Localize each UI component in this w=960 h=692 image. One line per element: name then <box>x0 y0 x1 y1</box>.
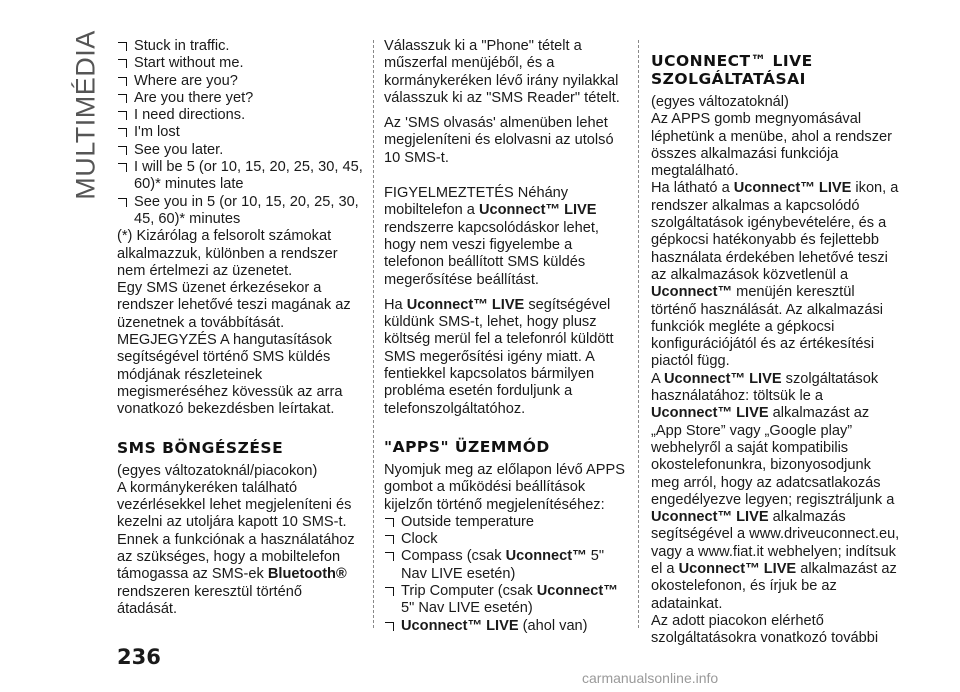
list-item: Compass (csak Uconnect™ 5" Nav LIVE esetén) <box>384 548 632 583</box>
bullet-icon <box>118 94 127 103</box>
heading-sms-browser: SMS BÖNGÉSZÉSE <box>117 438 284 457</box>
column-divider <box>373 40 375 628</box>
bullet-icon <box>385 518 394 527</box>
list-item: I need directions. <box>117 107 365 124</box>
list-item: See you later. <box>117 142 365 159</box>
bullet-icon <box>118 128 127 137</box>
subheading: (egyes változatoknál/piacokon) <box>117 462 318 479</box>
list-item: Outside temperature <box>384 514 632 531</box>
bullet-icon <box>118 163 127 172</box>
paragraph: A Uconnect™ LIVE szolgáltatások használatához: töltsük le a Uconnect™ LIVE alkalmazást az „App Store” vagy „Google play” webhelyről a saját kompatibilis okostelefonunkra, bizonyosodjunk meg arról, hogy az adatcsatlakozás engedélyezve legyen; regisztráljunk a Uconnect™ LIVE alkalmazás segítségével a www.driveuconnect.eu, vagy a www.fiat.it webhelyen; indítsuk el a Uconnect™ LIVE alkalmazást az okostelefonon, és írjuk be az adatainkat. <box>651 370 900 612</box>
paragraph: Az APPS gomb megnyomásával léphetünk a menübe, ahol a rendszer összes alkalmazási funkciója megtalálható. <box>651 111 892 180</box>
paragraph: A kormánykeréken található vezérlésekkel lehet megjeleníteni és kezelni az utoljára kapott 10 SMS-t. <box>117 479 352 531</box>
list-item: Start without me. <box>117 55 365 72</box>
column-divider <box>638 40 640 628</box>
list-item: Trip Computer (csak Uconnect™ 5" Nav LIVE esetén) <box>384 583 632 618</box>
paragraph: Nyomjuk meg az előlapon lévő APPS gombot a működési beállítások kijelzőn történő megjelenítéséhez: <box>384 461 625 513</box>
bullet-icon <box>385 552 394 561</box>
bullet-icon <box>385 535 394 544</box>
warning-paragraph: FIGYELMEZTETÉS Néhány mobiltelefon a Uconnect™ LIVE rendszerre kapcsolódáskor lehet, hogy nem veszi figyelembe a telefonon beállított SMS küldés megerősítése beállítást. <box>384 185 599 288</box>
bullet-icon <box>385 587 394 596</box>
subheading: (egyes változatoknál) <box>651 94 789 110</box>
list-item: I will be 5 (or 10, 15, 20, 25, 30, 45, 60)* minutes late <box>117 159 365 194</box>
column-3 <box>651 38 901 648</box>
section-title-text: MULTIMÉDIA <box>70 30 101 200</box>
bullet-icon <box>118 59 127 68</box>
list-item: Clock <box>384 531 632 548</box>
column-1 <box>117 38 365 618</box>
watermark: carmanualsonline.info <box>582 670 719 686</box>
list-item: Stuck in traffic. <box>117 38 365 55</box>
bullet-icon <box>118 42 127 51</box>
bullet-icon <box>118 198 127 207</box>
section-title <box>66 30 106 200</box>
list-item: Uconnect™ LIVE (ahol van) <box>384 618 632 635</box>
paragraph: Az adott piacokon elérhető szolgáltatásokra vonatkozó további <box>651 612 879 647</box>
list-item: Where are you? <box>117 73 365 90</box>
bullet-icon <box>118 77 127 86</box>
bullet-icon <box>118 146 127 155</box>
brand-term: Uconnect™ LIVE <box>478 202 597 219</box>
paragraph: Ha Uconnect™ LIVE segítségével küldünk SMS-t, lehet, hogy plusz költség merül fel a telefonról küldött SMS megerősítési igény miatt. A fentiekkel kapcsolatos bármilyen probléma esetén forduljunk a telefonszolgáltatóhoz. <box>384 296 614 417</box>
list-item: I'm lost <box>117 124 365 141</box>
brand-term: Uconnect™ LIVE <box>406 296 525 313</box>
paragraph: Az 'SMS olvasás' almenüben lehet megjeleníteni és elolvasni az utolsó 10 SMS-t. <box>384 115 614 166</box>
footnote: (*) Kizárólag a felsorolt számokat alkalmazzuk, különben a rendszer nem értelmezi az üzenetet. <box>117 228 338 279</box>
heading-uconnect-services: UCONNECT™ LIVE SZOLGÁLTATÁSAI <box>651 52 813 88</box>
list-item: Are you there yet? <box>117 90 365 107</box>
list-item: See you in 5 (or 10, 15, 20, 25, 30, 45, 60)* minutes <box>117 194 365 229</box>
bullet-icon <box>385 622 394 631</box>
heading-apps-mode: "APPS" ÜZEMMÓD <box>384 437 550 456</box>
column-2 <box>384 38 632 635</box>
paragraph: Ha látható a Uconnect™ LIVE ikon, a rendszer alkalmas a kapcsolódó szolgáltatások igénybevételére, és a gépkocsi hatékonyabb és fejlettebb használata érdekében lehetővé teszi az alkalmazások közvetlenül a Uconnect™ menüjén keresztül történő használását. Az alkalmazási funkciók megléte a gépkocsi konfigurációjától és az értékesítési piactól függ. <box>651 180 899 370</box>
note-paragraph: MEGJEGYZÉS A hangutasítások segítségével történő SMS küldés módjának részleteinek megismeréséhez kövessük az arra vonatkozó bekezdésben leírtakat. <box>117 332 343 418</box>
page-number: 236 <box>117 645 161 669</box>
paragraph: Ennek a funkciónak a használatához az szükséges, hogy a mobiltelefon támogassa az SMS-ek Bluetooth® rendszeren keresztül történő átadását. <box>117 531 355 617</box>
paragraph: Válasszuk ki a "Phone" tételt a műszerfal menüjéből, és a kormánykeréken lévő irány nyilakkal válasszuk ki az "SMS Reader" tételt. <box>384 38 620 106</box>
paragraph: Egy SMS üzenet érkezésekor a rendszer lehetővé teszi magának az üzenetnek a továbbítását. <box>117 280 351 331</box>
brand-term: Bluetooth® <box>267 566 347 583</box>
bullet-icon <box>118 111 127 120</box>
